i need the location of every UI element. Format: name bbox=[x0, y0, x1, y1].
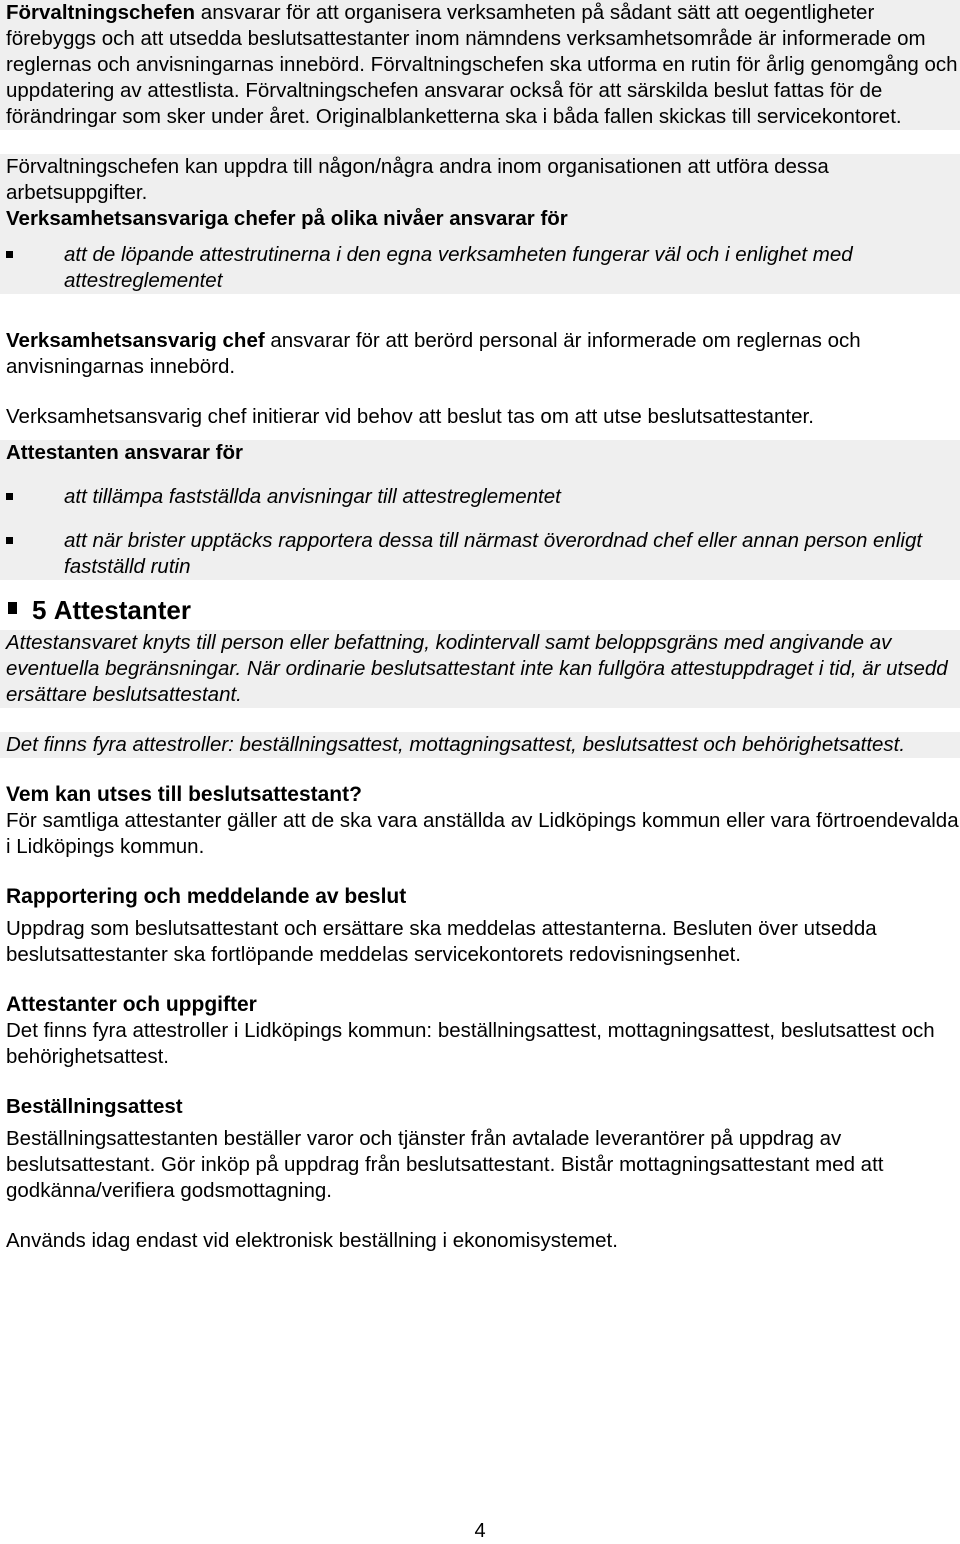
shaded-block-responsibilities bbox=[0, 0, 960, 294]
bullet-item: att de löpande attestrutinerna i den egna verksamheten fungerar väl och i enlighet med attestreglementet bbox=[6, 242, 960, 294]
paragraph-bestallningsattestant: Beställningsattestanten beställer varor och tjänster från avtalade leverantörer på uppdrag av beslutsattestant. Gör inköp på uppdrag från beslutsattestant. Bistår mottagningsattestant med att godkänna/verifiera godsmottagning. bbox=[6, 1127, 884, 1202]
term-forvaltningschefen: Förvaltningschefen bbox=[6, 1, 196, 24]
square-bullet-icon bbox=[6, 484, 64, 510]
paragraph-rapportering: Uppdrag som beslutsattestant och ersättare ska meddelas attestanterna. Besluten över utsedda beslutsattestanter ska fortlöpande meddelas servicekontorets redovisningsenhet. bbox=[6, 917, 877, 966]
paragraph-attestansvar: Attestansvaret knyts till person eller befattning, kodintervall samt beloppsgräns med angivande av eventuella begränsningar. När ordinarie beslutsattestant inte kan fullgöra attestuppdraget i tid, är utsedd ersättare beslutsattestant. bbox=[6, 631, 948, 706]
paragraph-attestroller-lidkoping: Det finns fyra attestroller i Lidköpings kommun: beställningsattest, mottagningsattest, beslutsattest och behörighetsattest. bbox=[6, 1019, 935, 1068]
section-heading-attestanter: 5 Attestanter bbox=[6, 590, 960, 630]
heading-attestanten: Attestanten ansvarar för bbox=[6, 441, 243, 464]
paragraph-forvaltningschefen: Förvaltningschefen ansvarar för att organisera verksamheten på sådant sätt att oegentligheter förebyggs och att utsedda beslutsattestanter inom nämndens verksamhetsområde är informerade om reglernas och anvisningarnas innebörd. Förvaltningschefen ska utforma en rutin för årlig genomgång och uppdatering av attestlista. Förvaltningschefen ansvarar också för att särskilda beslut fattas för de förändringar som sker under året. Originalblanketterna ska i båda fallen skickas till servicekontoret. bbox=[6, 1, 958, 128]
bullet-item: att när brister upptäcks rapportera dessa till närmast överordnad chef eller annan person enligt fastställd rutin bbox=[6, 528, 960, 580]
paragraph-verksamhetsansvarig-chef: Verksamhetsansvarig chef ansvarar för att berörd personal är informerade om reglernas och anvisningarnas innebörd. bbox=[6, 329, 861, 378]
heading-attestanter-uppgifter: Attestanter och uppgifter bbox=[6, 993, 257, 1016]
heading-bullet-icon bbox=[6, 599, 22, 621]
shaded-block-attestanter bbox=[0, 630, 960, 758]
heading-bestallningsattest: Beställningsattest bbox=[6, 1095, 183, 1118]
paragraph-samtliga-attestanter: För samtliga attestanter gäller att de ska vara anställda av Lidköpings kommun eller vara förtroendevalda i Lidköpings kommun. bbox=[6, 809, 959, 858]
paragraph-initierar: Verksamhetsansvarig chef initierar vid behov att beslut tas om att utse beslutsattestanter. bbox=[6, 405, 814, 428]
page-number: 4 bbox=[474, 1520, 486, 1542]
paragraph-uppdra: Förvaltningschefen kan uppdra till någon/några andra inom organisationen att utföra dessa arbetsuppgifter. bbox=[6, 155, 829, 204]
shaded-block-attestant bbox=[0, 440, 960, 580]
bullet-item: att tillämpa fastställda anvisningar till attestreglementet bbox=[6, 484, 960, 510]
heading-vem-kan-utses: Vem kan utses till beslutsattestant? bbox=[6, 783, 362, 806]
paragraph-fyra-attestroller: Det finns fyra attestroller: beställningsattest, mottagningsattest, beslutsattest och behörighetsattest. bbox=[6, 733, 906, 756]
square-bullet-icon bbox=[6, 242, 64, 268]
paragraph-anvands-idag: Används idag endast vid elektronisk beställning i ekonomisystemet. bbox=[6, 1229, 618, 1252]
square-bullet-icon bbox=[6, 528, 64, 554]
heading-rapportering: Rapportering och meddelande av beslut bbox=[6, 885, 407, 908]
heading-verksamhetsansvariga: Verksamhetsansvariga chefer på olika nivåer ansvarar för bbox=[6, 207, 568, 230]
